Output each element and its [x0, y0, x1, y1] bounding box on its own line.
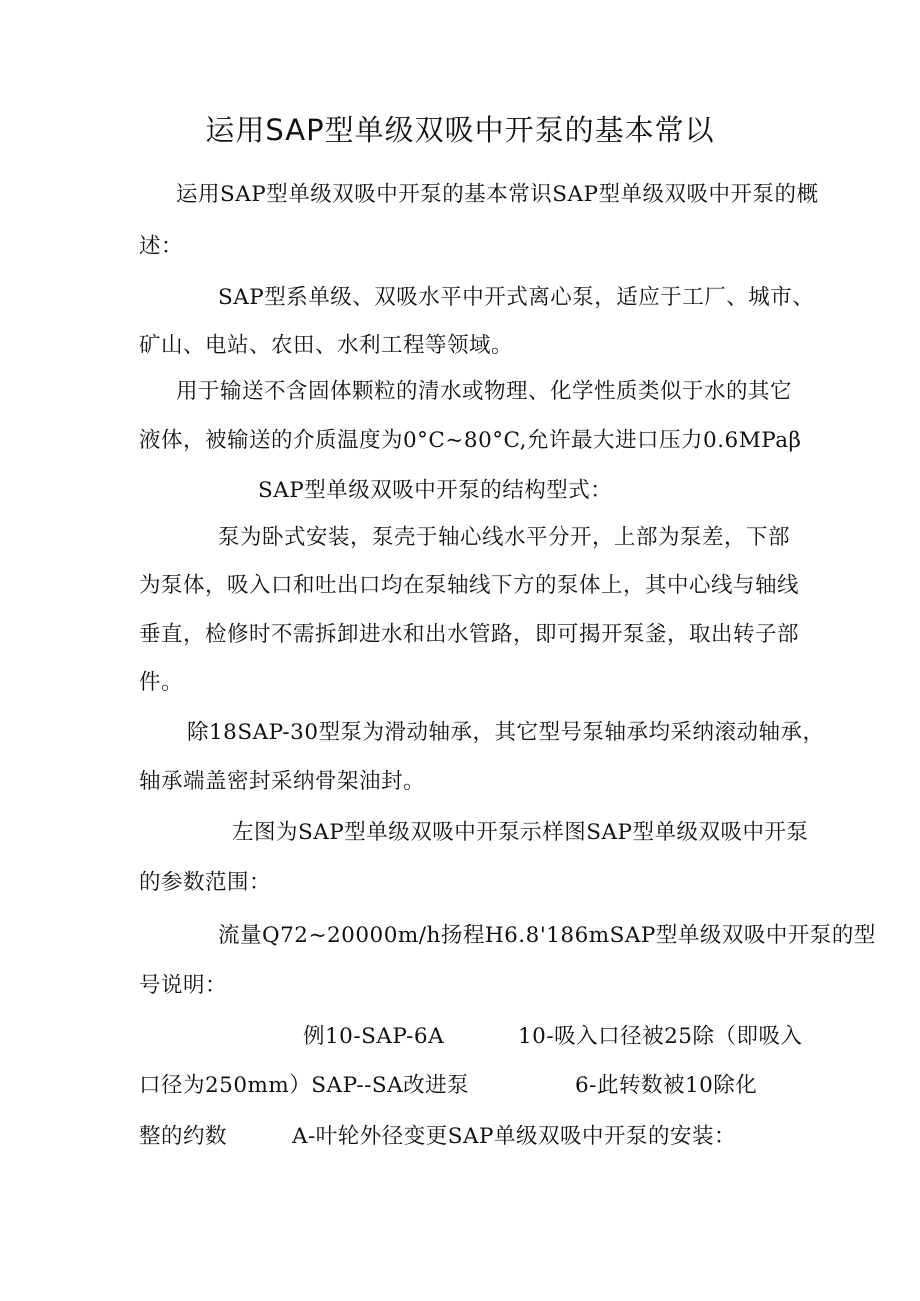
paragraph-line: 为泵体，吸入口和吐出口均在泵轴线下方的泵体上，其中心线与轴线 — [139, 573, 800, 598]
paragraph-line: 垂直，检修时不需拆卸进水和出水管路，即可揭开泵釜，取出转子部 — [139, 622, 800, 647]
paragraph-line: 用于输送不含固体颗粒的清水或物理、化学性质类似于水的其它 — [176, 379, 793, 404]
paragraph-line: 述： — [139, 234, 184, 259]
paragraph-line: 矿山、电站、农田、水利工程等领域。 — [139, 333, 514, 358]
paragraph-line: 流量Q72~20000m/h扬程H6.8'186mSAP型单级双吸中开泵的型 — [218, 923, 876, 948]
paragraph-line: 件。 — [139, 670, 184, 695]
paragraph-line: A-叶轮外径变更SAP单级双吸中开泵的安装： — [292, 1124, 737, 1149]
paragraph-line: 除18SAP-30型泵为滑动轴承，其它型号泵轴承均采纳滚动轴承， — [187, 720, 825, 745]
paragraph-line: 轴承端盖密封采纳骨架油封。 — [139, 769, 426, 794]
document-title: 运用SAP型单级双吸中开泵的基本常以 — [205, 113, 715, 147]
section-heading: SAP型单级双吸中开泵的结构型式： — [258, 478, 613, 503]
paragraph-line: 泵为卧式安装，泵壳于轴心线水平分开，上部为泵差，下部 — [218, 525, 791, 550]
paragraph-line: 整的约数 — [139, 1124, 228, 1149]
paragraph-line: 口径为250mm）SAP--SA改进泵 — [139, 1073, 470, 1098]
paragraph-line: 液体，被输送的介质温度为0°C~80°C,允许最大进口压力0.6MPaβ — [139, 428, 802, 453]
paragraph-line: 的参数范围： — [139, 870, 272, 895]
paragraph-line: SAP型系单级、双吸水平中开式离心泵，适应于工厂、城市、 — [218, 285, 815, 310]
model-note: 6-此转数被10除化 — [575, 1073, 758, 1098]
paragraph-line: 运用SAP型单级双吸中开泵的基本常识SAP型单级双吸中开泵的概 — [176, 182, 819, 207]
model-note: 10-吸入口径被25除（即吸入 — [518, 1024, 803, 1049]
model-example: 例10-SAP-6A — [303, 1024, 445, 1049]
paragraph-line: 号说明： — [139, 973, 228, 998]
paragraph-line: 左图为SAP型单级双吸中开泵示样图SAP型单级双吸中开泵 — [232, 820, 809, 845]
